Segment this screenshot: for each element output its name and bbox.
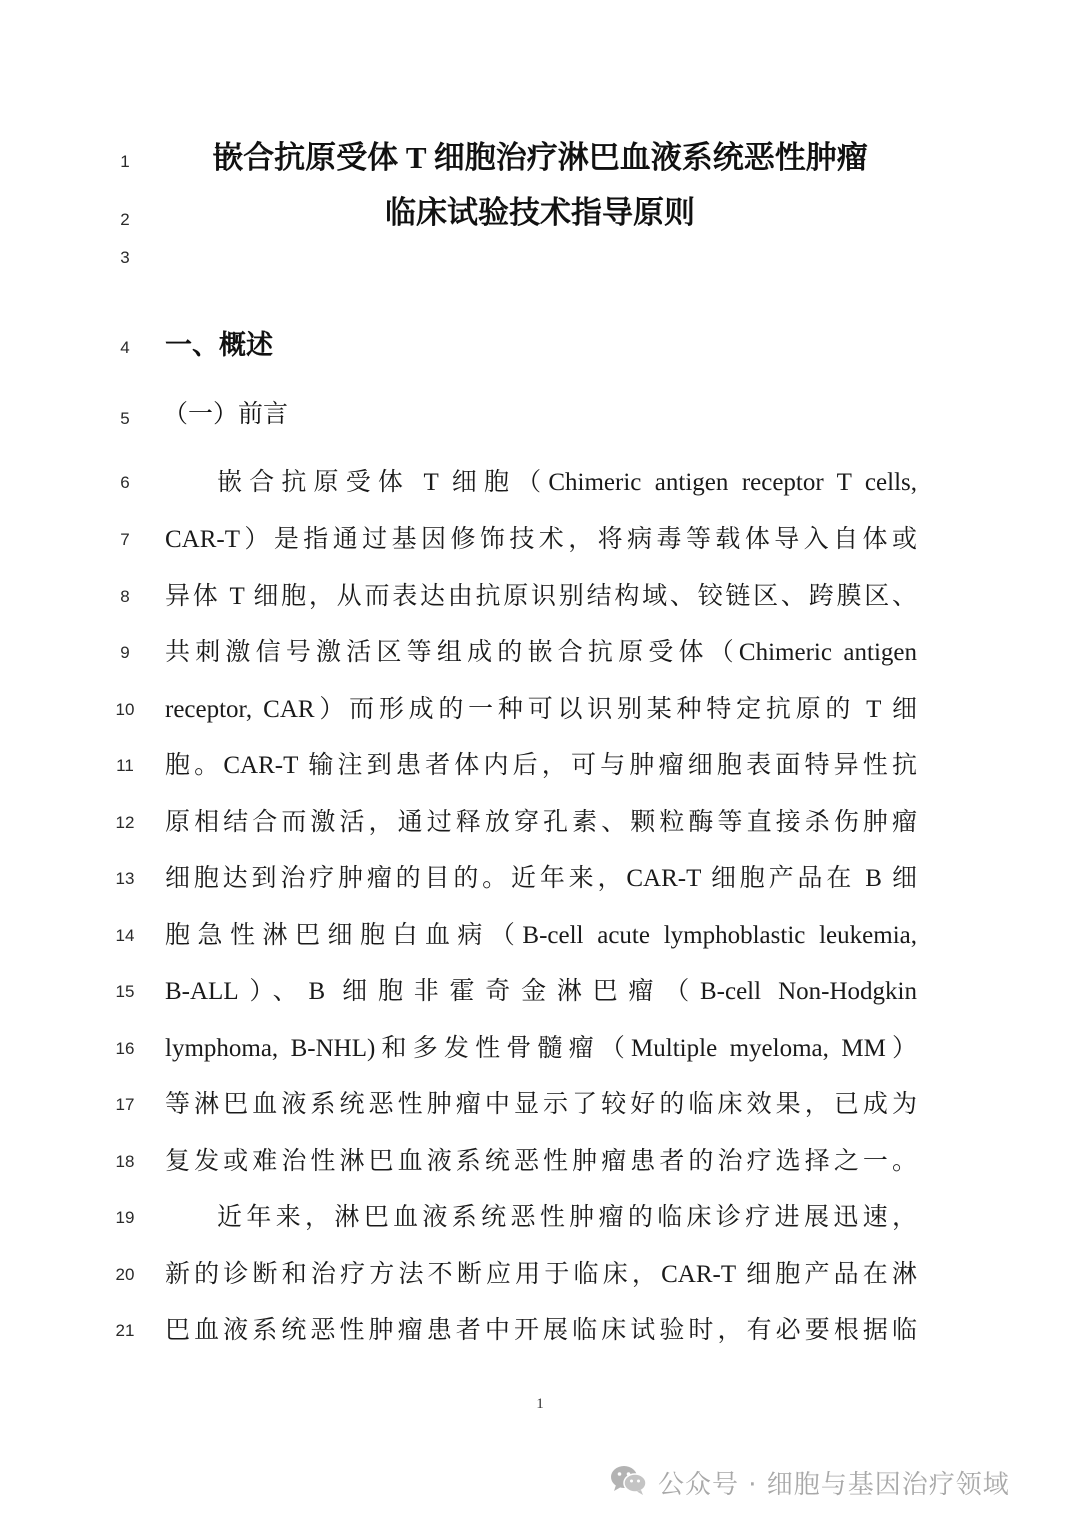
body-line: CAR-T）是指通过基因修饰技术，将病毒等载体导入自体或	[165, 526, 917, 553]
line-number: 7	[120, 530, 130, 549]
body-line: B-ALL）、B 细胞非霍奇金淋巴瘤（B-cell Non-Hodgkin	[165, 978, 917, 1005]
document-title-line-2: 临床试验技术指导原则	[385, 195, 695, 230]
watermark	[610, 1462, 1010, 1502]
body-line: 巴血液系统恶性肿瘤患者中开展临床试验时，有必要根据临	[165, 1317, 917, 1344]
line-number: 20	[115, 1265, 135, 1284]
line-number: 13	[115, 869, 135, 888]
body-line: 共刺激信号激活区等组成的嵌合抗原受体（Chimeric antigen	[165, 639, 917, 666]
body-line: 复发或难治性淋巴血液系统恶性肿瘤患者的治疗选择之一。	[165, 1148, 917, 1175]
line-number: 17	[115, 1095, 135, 1114]
body-line: 原相结合而激活，通过释放穿孔素、颗粒酶等直接杀伤肿瘤	[165, 809, 917, 836]
line-number: 16	[115, 1039, 135, 1058]
line-number: 2	[120, 210, 130, 229]
subsection-heading: （一）前言	[163, 401, 289, 428]
line-number: 21	[115, 1321, 135, 1340]
body-line: 异体 T 细胞，从而表达由抗原识别结构域、铰链区、跨膜区、	[165, 583, 917, 610]
line-number: 19	[115, 1208, 135, 1227]
line-number: 1	[120, 152, 130, 171]
line-number: 14	[115, 926, 135, 945]
wechat-icon	[610, 1464, 648, 1501]
body-line: 细胞达到治疗肿瘤的目的。近年来，CAR-T 细胞产品在 B 细	[165, 865, 917, 892]
line-number: 3	[120, 248, 130, 267]
line-number: 5	[120, 409, 130, 428]
body-line: receptor, CAR）而形成的一种可以识别某种特定抗原的 T 细	[165, 696, 917, 723]
line-number: 4	[120, 338, 130, 357]
line-number: 18	[115, 1152, 135, 1171]
line-number: 8	[120, 587, 130, 606]
line-number: 12	[115, 813, 135, 832]
line-number: 9	[120, 643, 130, 662]
body-line: 等淋巴血液系统恶性肿瘤中显示了较好的临床效果，已成为	[165, 1091, 917, 1118]
line-number: 6	[120, 473, 130, 492]
line-number: 11	[116, 756, 134, 775]
line-number: 10	[115, 700, 135, 719]
body-line: 近年来，淋巴血液系统恶性肿瘤的临床诊疗进展迅速，	[217, 1204, 917, 1231]
page-number: 1	[536, 1396, 544, 1412]
body-line: 嵌合抗原受体 T 细胞（Chimeric antigen receptor T cells,	[217, 469, 917, 496]
body-line: 胞急性淋巴细胞白血病（B-cell acute lymphoblastic leukemia,	[165, 922, 917, 949]
document-title-line-1: 嵌合抗原受体 T 细胞治疗淋巴血液系统恶性肿瘤	[212, 140, 868, 175]
line-number: 15	[115, 982, 135, 1001]
section-heading: 一、概述	[165, 330, 273, 360]
watermark-text: 公众号 · 细胞与基因治疗领域	[658, 1469, 1010, 1500]
body-line: 新的诊断和治疗方法不断应用于临床，CAR-T 细胞产品在淋	[165, 1261, 917, 1288]
body-line: lymphoma, B-NHL)和多发性骨髓瘤（Multiple myeloma, MM）	[165, 1035, 917, 1062]
body-line: 胞。CAR-T 输注到患者体内后，可与肿瘤细胞表面特异性抗	[165, 752, 917, 779]
